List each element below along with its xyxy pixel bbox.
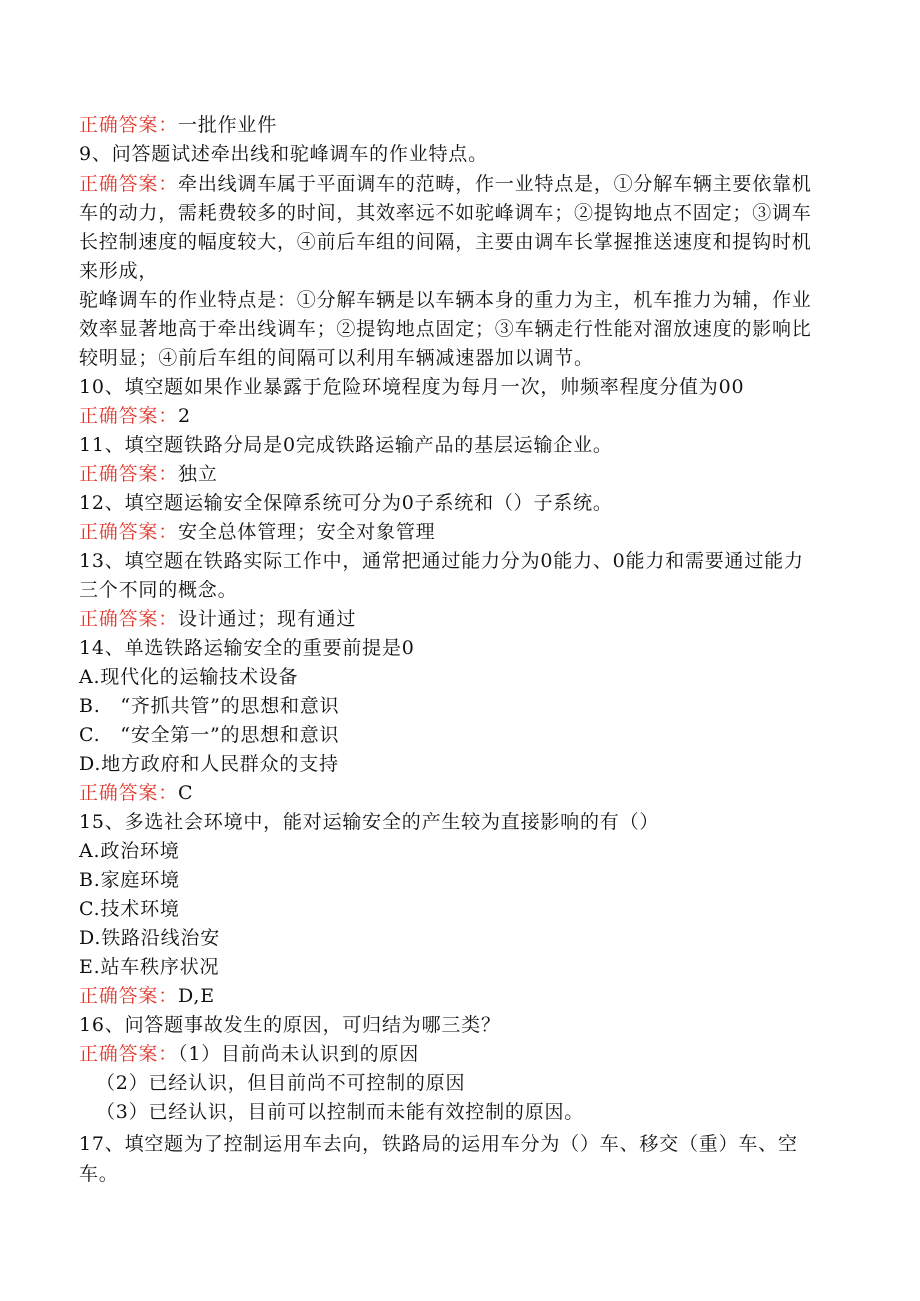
option-line: B. “齐抓共管”的思想和意识 xyxy=(79,695,340,717)
option-line: A.现代化的运输技术设备 xyxy=(79,666,299,688)
answer-text: 独立 xyxy=(178,463,218,485)
answer-line xyxy=(79,402,191,431)
text-line: 效率显著地高于牵出线调车；②提钩地点固定；③车辆走行性能对溜放速度的影响比 xyxy=(79,318,812,340)
answer-text: C xyxy=(178,782,194,804)
text-line: 来形成， xyxy=(79,260,159,282)
answer-text: 安全总体管理；安全对象管理 xyxy=(178,521,436,543)
question-line: 11、填空题铁路分局是0完成铁路运输产品的基层运输企业。 xyxy=(79,434,613,456)
option-line: B.家庭环境 xyxy=(79,869,180,891)
answer-line xyxy=(79,605,356,634)
answer-line xyxy=(79,518,435,547)
question-line: 9、问答题试述牵出线和驼峰调车的作业特点。 xyxy=(79,143,488,165)
option-line: A.政治环境 xyxy=(79,840,180,862)
text-line: 驼峰调车的作业特点是：①分解车辆是以车辆本身的重力为主，机车推力为辅，作业 xyxy=(79,289,812,311)
text-line: 较明显；④前后车组的间隔可以利用车辆减速器加以调节。 xyxy=(79,347,594,369)
answer-label: 正确答案： xyxy=(79,608,179,630)
answer-label: 正确答案： xyxy=(79,782,179,804)
answer-label: 正确答案： xyxy=(79,114,179,136)
option-line: D.铁路沿线治安 xyxy=(79,927,220,949)
answer-text: D,E xyxy=(178,985,215,1007)
answer-text: 2 xyxy=(178,405,191,427)
answer-label: 正确答案： xyxy=(79,173,179,195)
answer-line xyxy=(79,170,812,199)
answer-line xyxy=(79,111,277,140)
question-line: 10、填空题如果作业暴露于危险环境程度为每月一次，帅频率程度分值为00 xyxy=(79,376,745,398)
answer-label: 正确答案： xyxy=(79,985,179,1007)
answer-line xyxy=(79,982,215,1011)
question-line: 16、问答题事故发生的原因，可归结为哪三类？ xyxy=(79,1014,501,1036)
answer-label: 正确答案： xyxy=(79,521,179,543)
text-line: 长控制速度的幅度较大，④前后车组的间隔，主要由调车长掌握推送速度和提钩时机 xyxy=(79,231,812,253)
question-line: 12、填空题运输安全保障系统可分为0子系统和（）子系统。 xyxy=(79,492,613,514)
answer-text: 设计通过；现有通过 xyxy=(178,608,357,630)
question-line: 13、填空题在铁路实际工作中，通常把通过能力分为0能力、0能力和需要通过能力 xyxy=(79,550,804,572)
text-line: 三个不同的概念。 xyxy=(79,579,238,601)
text-line: 车的动力，需耗费较多的时间，其效率远不如驼峰调车；②提钩地点不固定；③调车 xyxy=(79,202,812,224)
answer-text: 一批作业件 xyxy=(178,114,278,136)
text-line: （2）已经认识，但目前尚不可控制的原因 xyxy=(96,1072,466,1094)
answer-line xyxy=(79,460,218,489)
question-line: 17、填空题为了控制运用车去向，铁路局的运用车分为（）车、移交（重）车、空 xyxy=(79,1133,798,1155)
answer-line xyxy=(79,1040,419,1069)
option-line: D.地方政府和人民群众的支持 xyxy=(79,753,339,775)
question-line: 14、单选铁路运输安全的重要前提是0 xyxy=(79,637,415,659)
answer-line xyxy=(79,779,193,808)
answer-label: 正确答案： xyxy=(79,463,179,485)
option-line: E.站车秩序状况 xyxy=(79,956,220,978)
answer-text: 牵出线调车属于平面调车的范畴，作一业特点是，①分解车辆主要依靠机 xyxy=(178,173,812,195)
answer-text: （1）目前尚未认识到的原因 xyxy=(178,1043,420,1065)
text-line: （3）已经认识，目前可以控制而未能有效控制的原因。 xyxy=(96,1101,585,1123)
answer-label: 正确答案： xyxy=(79,1043,179,1065)
answer-label: 正确答案： xyxy=(79,405,179,427)
option-line: C. “安全第一”的思想和意识 xyxy=(79,724,340,746)
text-line: 车。 xyxy=(79,1163,119,1185)
option-line: C.技术环境 xyxy=(79,898,180,920)
question-line: 15、多选社会环境中，能对运输安全的产生较为直接影响的有（） xyxy=(79,811,660,833)
